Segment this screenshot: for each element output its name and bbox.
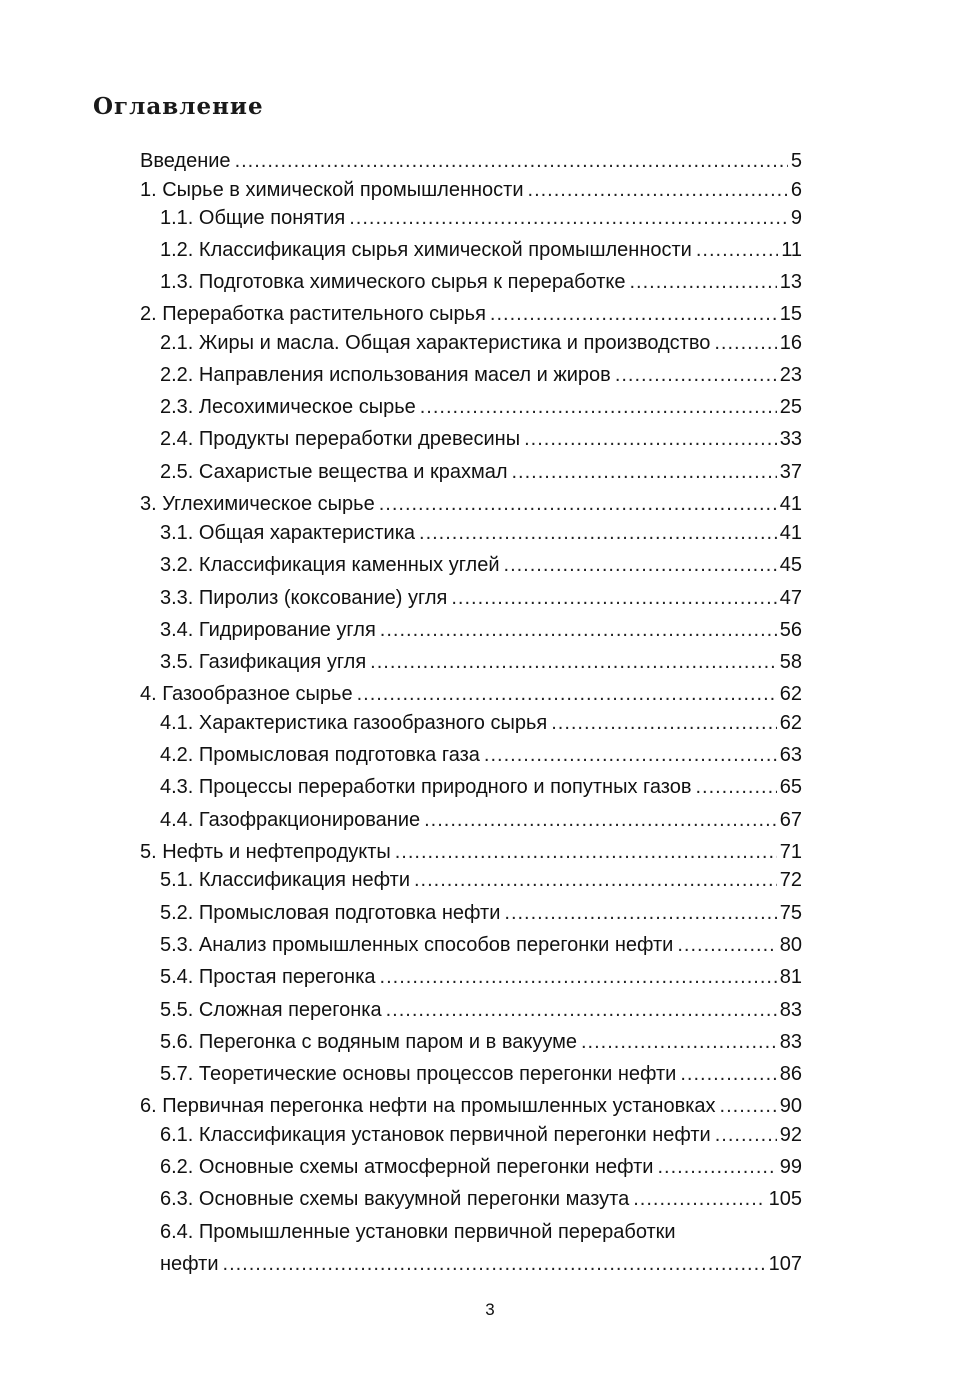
toc-entry-label: 5.1. Классификация нефти (160, 869, 410, 891)
toc-entry-page: 47 (779, 587, 802, 609)
toc-entry-page: 58 (779, 651, 802, 673)
toc-entry-label: 5.2. Промысловая подготовка нефти (160, 902, 501, 924)
toc-entry[interactable] (160, 519, 802, 547)
toc-entry[interactable] (160, 1153, 802, 1181)
dot-leader (551, 709, 777, 737)
toc-entry-page: 65 (779, 776, 802, 798)
toc-entry-page: 86 (779, 1063, 802, 1085)
toc-entry-page: 92 (779, 1124, 802, 1146)
dot-leader (451, 584, 776, 612)
toc-entry-page: 83 (779, 1031, 802, 1053)
toc-entry-label: 6.2. Основные схемы атмосферной перегонки нефти (160, 1156, 654, 1178)
toc-entry-page: 56 (779, 619, 802, 641)
toc-entry[interactable] (160, 329, 802, 357)
dot-leader (490, 300, 777, 328)
toc-entry[interactable] (140, 176, 802, 204)
toc-entry[interactable] (140, 838, 802, 866)
toc-entry-page: 81 (779, 966, 802, 988)
toc-entry-page: 105 (768, 1188, 802, 1210)
toc-entry[interactable] (160, 425, 802, 453)
toc-entry-page: 15 (779, 303, 802, 325)
toc-entry-label: 3.1. Общая характеристика (160, 522, 416, 544)
toc-entry-label: 6.3. Основные схемы вакуумной перегонки мазута (160, 1188, 630, 1210)
dot-leader (524, 425, 777, 453)
dot-leader (424, 806, 777, 834)
dot-leader (223, 1250, 766, 1278)
toc-entry-label: 2.3. Лесохимическое сырье (160, 396, 416, 418)
dot-leader (380, 963, 777, 991)
dot-leader (581, 1028, 777, 1056)
dot-leader (357, 680, 777, 708)
toc-entry[interactable] (160, 584, 802, 612)
toc-entry-label: 1.1. Общие понятия (160, 207, 346, 229)
toc-entry-page: 41 (779, 522, 802, 544)
toc-entry-label: 5.6. Перегонка с водяным паром и в вакууме (160, 1031, 577, 1053)
toc-entry[interactable] (160, 996, 802, 1024)
toc-entry[interactable] (160, 773, 802, 801)
toc-entry-label: нефти (160, 1253, 219, 1275)
toc-entry[interactable] (160, 551, 802, 579)
toc-entry-label: 4.4. Газофракционирование (160, 809, 421, 831)
toc-entry[interactable] (160, 899, 802, 927)
toc-entry-label: 6.1. Классификация установок первичной перегонки нефти (160, 1124, 711, 1146)
dot-leader (528, 176, 788, 204)
toc-entry[interactable] (140, 490, 802, 518)
toc-entry-label: 5.5. Сложная перегонка (160, 999, 382, 1021)
toc-entry[interactable] (160, 1185, 802, 1213)
dot-leader (414, 866, 777, 894)
toc-entry[interactable] (160, 1060, 802, 1088)
toc-entry-label: 2.5. Сахаристые вещества и крахмал (160, 461, 508, 483)
toc-entry-label: 1.2. Классификация сырья химической промышленности (160, 239, 692, 261)
toc-entry[interactable] (160, 1028, 802, 1056)
toc-entry[interactable] (160, 806, 802, 834)
toc-entry[interactable] (160, 204, 802, 232)
toc-entry[interactable] (160, 616, 802, 644)
toc-entry[interactable] (160, 741, 802, 769)
toc-entry-label: 2.2. Направления использования масел и жиров (160, 364, 611, 386)
toc-entry-title-line: 6.4. Промышленные установки первичной переработки (160, 1221, 676, 1243)
toc-entry-label: 1.3. Подготовка химического сырья к переработке (160, 271, 626, 293)
toc-entry[interactable] (140, 680, 802, 708)
dot-leader (420, 393, 777, 421)
toc-entry-label: 4.3. Процессы переработки природного и попутных газов (160, 776, 692, 798)
toc-entry-page: 67 (779, 809, 802, 831)
toc-entry[interactable] (160, 393, 802, 421)
dot-leader (484, 741, 777, 769)
dot-leader (349, 204, 788, 232)
toc-entry-label: 5.7. Теоретические основы процессов перегонки нефти (160, 1063, 677, 1085)
toc-entry-page: 63 (779, 744, 802, 766)
dot-leader (715, 1121, 777, 1149)
dot-leader (370, 648, 777, 676)
toc-entry[interactable] (160, 709, 802, 737)
dot-leader (512, 458, 777, 486)
toc-entry-page: 72 (779, 869, 802, 891)
toc-entry-page: 41 (779, 493, 802, 515)
dot-leader (615, 361, 777, 389)
toc-entry-label: 5. Нефть и нефтепродукты (140, 841, 391, 863)
toc-entry-page: 75 (779, 902, 802, 924)
toc-entry[interactable] (160, 236, 802, 264)
page-title: Оглавление (93, 93, 264, 120)
dot-leader (395, 838, 777, 866)
dot-leader (714, 329, 776, 357)
toc-entry[interactable] (160, 963, 802, 991)
toc-entry[interactable] (160, 361, 802, 389)
toc-entry-label: 4.2. Промысловая подготовка газа (160, 744, 480, 766)
toc-entry-label: 5.3. Анализ промышленных способов перегонки нефти (160, 934, 674, 956)
dot-leader (677, 931, 776, 959)
toc-entry-label: 2.1. Жиры и масла. Общая характеристика и производство (160, 332, 711, 354)
toc-entry-page: 13 (779, 271, 802, 293)
dot-leader (386, 996, 777, 1024)
toc-entry-page: 99 (779, 1156, 802, 1178)
toc-entry-page: 62 (779, 683, 802, 705)
dot-leader (696, 236, 778, 264)
toc-entry[interactable] (140, 1092, 802, 1120)
dot-leader (680, 1060, 776, 1088)
toc-entry[interactable] (160, 1121, 802, 1149)
page-number: 3 (485, 1300, 495, 1319)
dot-leader (633, 1185, 765, 1213)
toc-entry-page: 25 (779, 396, 802, 418)
toc-entry-page: 33 (779, 428, 802, 450)
toc-entry-label: 5.4. Простая перегонка (160, 966, 376, 988)
toc-entry[interactable] (160, 866, 802, 894)
toc-entry-page: 11 (781, 239, 802, 261)
toc-entry-page: 83 (779, 999, 802, 1021)
toc-entry-label: 3.3. Пиролиз (коксование) угля (160, 587, 448, 609)
dot-leader (379, 490, 777, 518)
toc-entry[interactable] (160, 268, 802, 296)
dot-leader (235, 147, 788, 175)
toc-entry-label: 6. Первичная перегонка нефти на промышленных установках (140, 1095, 716, 1117)
toc-entry-page: 16 (779, 332, 802, 354)
toc-entry-label: 1. Сырье в химической промышленности (140, 179, 524, 201)
toc-entry[interactable] (160, 931, 802, 959)
toc-entry-label: 3.5. Газификация угля (160, 651, 367, 673)
dot-leader (695, 773, 776, 801)
toc-entry[interactable] (160, 1250, 802, 1278)
toc-entry-page: 6 (790, 179, 802, 201)
dot-leader (419, 519, 777, 547)
toc-entry-page: 71 (779, 841, 802, 863)
toc-entry-page: 45 (779, 554, 802, 576)
dot-leader (504, 899, 776, 927)
dot-leader (629, 268, 776, 296)
toc-entry-label: 3.2. Классификация каменных углей (160, 554, 500, 576)
dot-leader (380, 616, 777, 644)
toc-entry-page: 90 (779, 1095, 802, 1117)
toc-entry-label: Введение (140, 150, 231, 172)
toc-entry-label: 2.4. Продукты переработки древесины (160, 428, 521, 450)
toc-entry-page: 62 (779, 712, 802, 734)
toc-entry[interactable] (160, 458, 802, 486)
toc-entry-label: 2. Переработка растительного сырья (140, 303, 486, 325)
toc-entry-page: 80 (779, 934, 802, 956)
toc-entry[interactable] (140, 300, 802, 328)
toc-entry-label: 3. Углехимическое сырье (140, 493, 375, 515)
toc-entry-page: 9 (790, 207, 802, 229)
toc-entry[interactable] (140, 147, 802, 175)
toc-entry-page: 37 (779, 461, 802, 483)
dot-leader (504, 551, 777, 579)
toc-entry-label: 4. Газообразное сырье (140, 683, 353, 705)
toc-entry-label: 3.4. Гидрирование угля (160, 619, 376, 641)
dot-leader (720, 1092, 777, 1120)
toc-entry-label: 4.1. Характеристика газообразного сырья (160, 712, 548, 734)
toc-entry[interactable] (160, 648, 802, 676)
dot-leader (657, 1153, 776, 1181)
toc-entry-page: 23 (779, 364, 802, 386)
toc-entry-page: 107 (768, 1253, 802, 1275)
toc-entry-page: 5 (790, 150, 802, 172)
